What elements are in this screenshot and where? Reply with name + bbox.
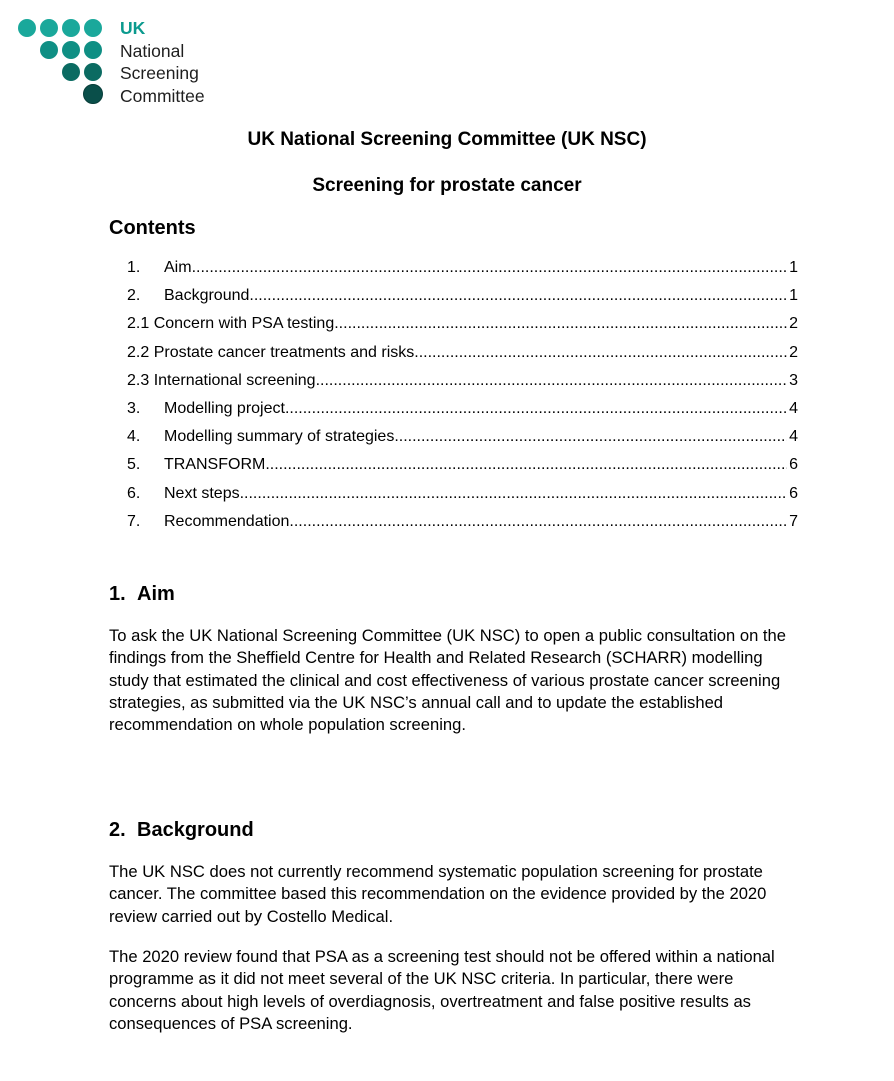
toc-page: 1 (789, 259, 798, 276)
toc-leader (289, 513, 787, 531)
toc-label: TRANSFORM (164, 456, 266, 474)
toc-entry-transform[interactable] (127, 456, 798, 484)
document-title: UK National Screening Committee (UK NSC) (247, 129, 647, 150)
toc-label: 2.1 Concern with PSA testing (127, 315, 335, 333)
toc-number: 5. (127, 456, 141, 474)
toc-leader (240, 485, 788, 503)
toc-number: 4. (127, 428, 141, 446)
toc-leader (334, 315, 787, 333)
toc-page: 6 (789, 456, 798, 474)
section-title: Background (137, 819, 254, 841)
toc-page: 4 (789, 428, 798, 446)
toc-number: 2. (127, 287, 141, 305)
toc-entry-aim[interactable] (127, 259, 798, 287)
toc-label: Recommendation (164, 512, 290, 530)
toc-entry-international[interactable] (127, 372, 798, 400)
toc-page: 6 (789, 484, 798, 502)
toc-page: 7 (789, 512, 798, 530)
toc-leader (414, 344, 787, 362)
aim-paragraph: To ask the UK National Screening Committee (UK NSC) to open a public consultation on the findings from the Sheffield Centre for Health and Related Research (SCHARR) modelling study that estimated the clinical and cost effectiveness of various prostate cancer screening strategies, as submitted via the UK NSC’s annual call and to update the established recommendation on whole population screening. (109, 626, 787, 735)
toc-label: Modelling project (164, 399, 285, 417)
toc-entry-treatments[interactable] (127, 344, 798, 372)
toc-entry-background[interactable] (127, 287, 798, 315)
toc-leader (249, 287, 787, 305)
toc-label: Aim (164, 259, 192, 276)
logo-dot (62, 19, 80, 37)
toc-entry-modelling-summary[interactable] (127, 428, 798, 456)
toc-leader (285, 400, 787, 418)
logo-dot (84, 63, 102, 81)
contents-heading: Contents (109, 217, 196, 239)
toc-leader (316, 372, 788, 390)
table-of-contents (127, 259, 798, 541)
logo-dot (84, 19, 102, 37)
logo-dot (83, 84, 103, 104)
section-number: 2. (109, 819, 126, 841)
toc-label: Next steps (164, 484, 240, 502)
toc-page: 2 (789, 315, 798, 333)
background-paragraph-1: The UK NSC does not currently recommend systematic population screening for prostate cancer. The committee based this recommendation on the evidence provided by the 2020 review carried out by Costello Medical. (109, 862, 767, 926)
section-heading-background (109, 819, 254, 842)
logo-screening: Screening (120, 63, 199, 83)
toc-leader (192, 259, 788, 277)
toc-number: 7. (127, 512, 141, 530)
toc-leader (394, 428, 787, 446)
background-paragraph-2: The 2020 review found that PSA as a screening test should not be offered within a national programme as it did not meet several of the UK NSC criteria. In particular, there were concerns about high levels of overdiagnosis, overtreatment and false positive results as consequences of PSA screening. (109, 947, 775, 1033)
logo-dot (84, 41, 102, 59)
logo-dot (40, 19, 58, 37)
logo-uk: UK (120, 18, 146, 38)
logo-dot (18, 19, 36, 37)
logo-committee: Committee (120, 85, 205, 106)
toc-number: 1. (127, 259, 141, 276)
logo-dot (62, 41, 80, 59)
toc-leader (265, 456, 787, 474)
logo-national: National (120, 40, 185, 61)
logo-wordmark (120, 17, 205, 107)
toc-label: 2.2 Prostate cancer treatments and risks (127, 343, 415, 361)
toc-page: 4 (789, 399, 798, 417)
toc-number: 6. (127, 484, 141, 502)
toc-page: 3 (789, 371, 798, 389)
document-subtitle: Screening for prostate cancer (312, 175, 582, 196)
section-number: 1. (109, 583, 126, 605)
toc-entry-recommendation[interactable] (127, 513, 798, 541)
toc-label: Background (164, 287, 250, 305)
toc-label: Modelling summary of strategies (164, 428, 395, 446)
toc-number: 3. (127, 399, 141, 417)
toc-entry-modelling-project[interactable] (127, 400, 798, 428)
logo-dot (40, 41, 58, 59)
section-title: Aim (137, 583, 175, 605)
toc-page: 2 (789, 343, 798, 361)
toc-entry-next-steps[interactable] (127, 485, 798, 513)
toc-entry-concern-psa[interactable] (127, 315, 798, 343)
toc-label: 2.3 International screening (127, 371, 316, 389)
logo-dot (62, 63, 80, 81)
section-heading-aim (109, 583, 175, 606)
toc-page: 1 (789, 287, 798, 305)
